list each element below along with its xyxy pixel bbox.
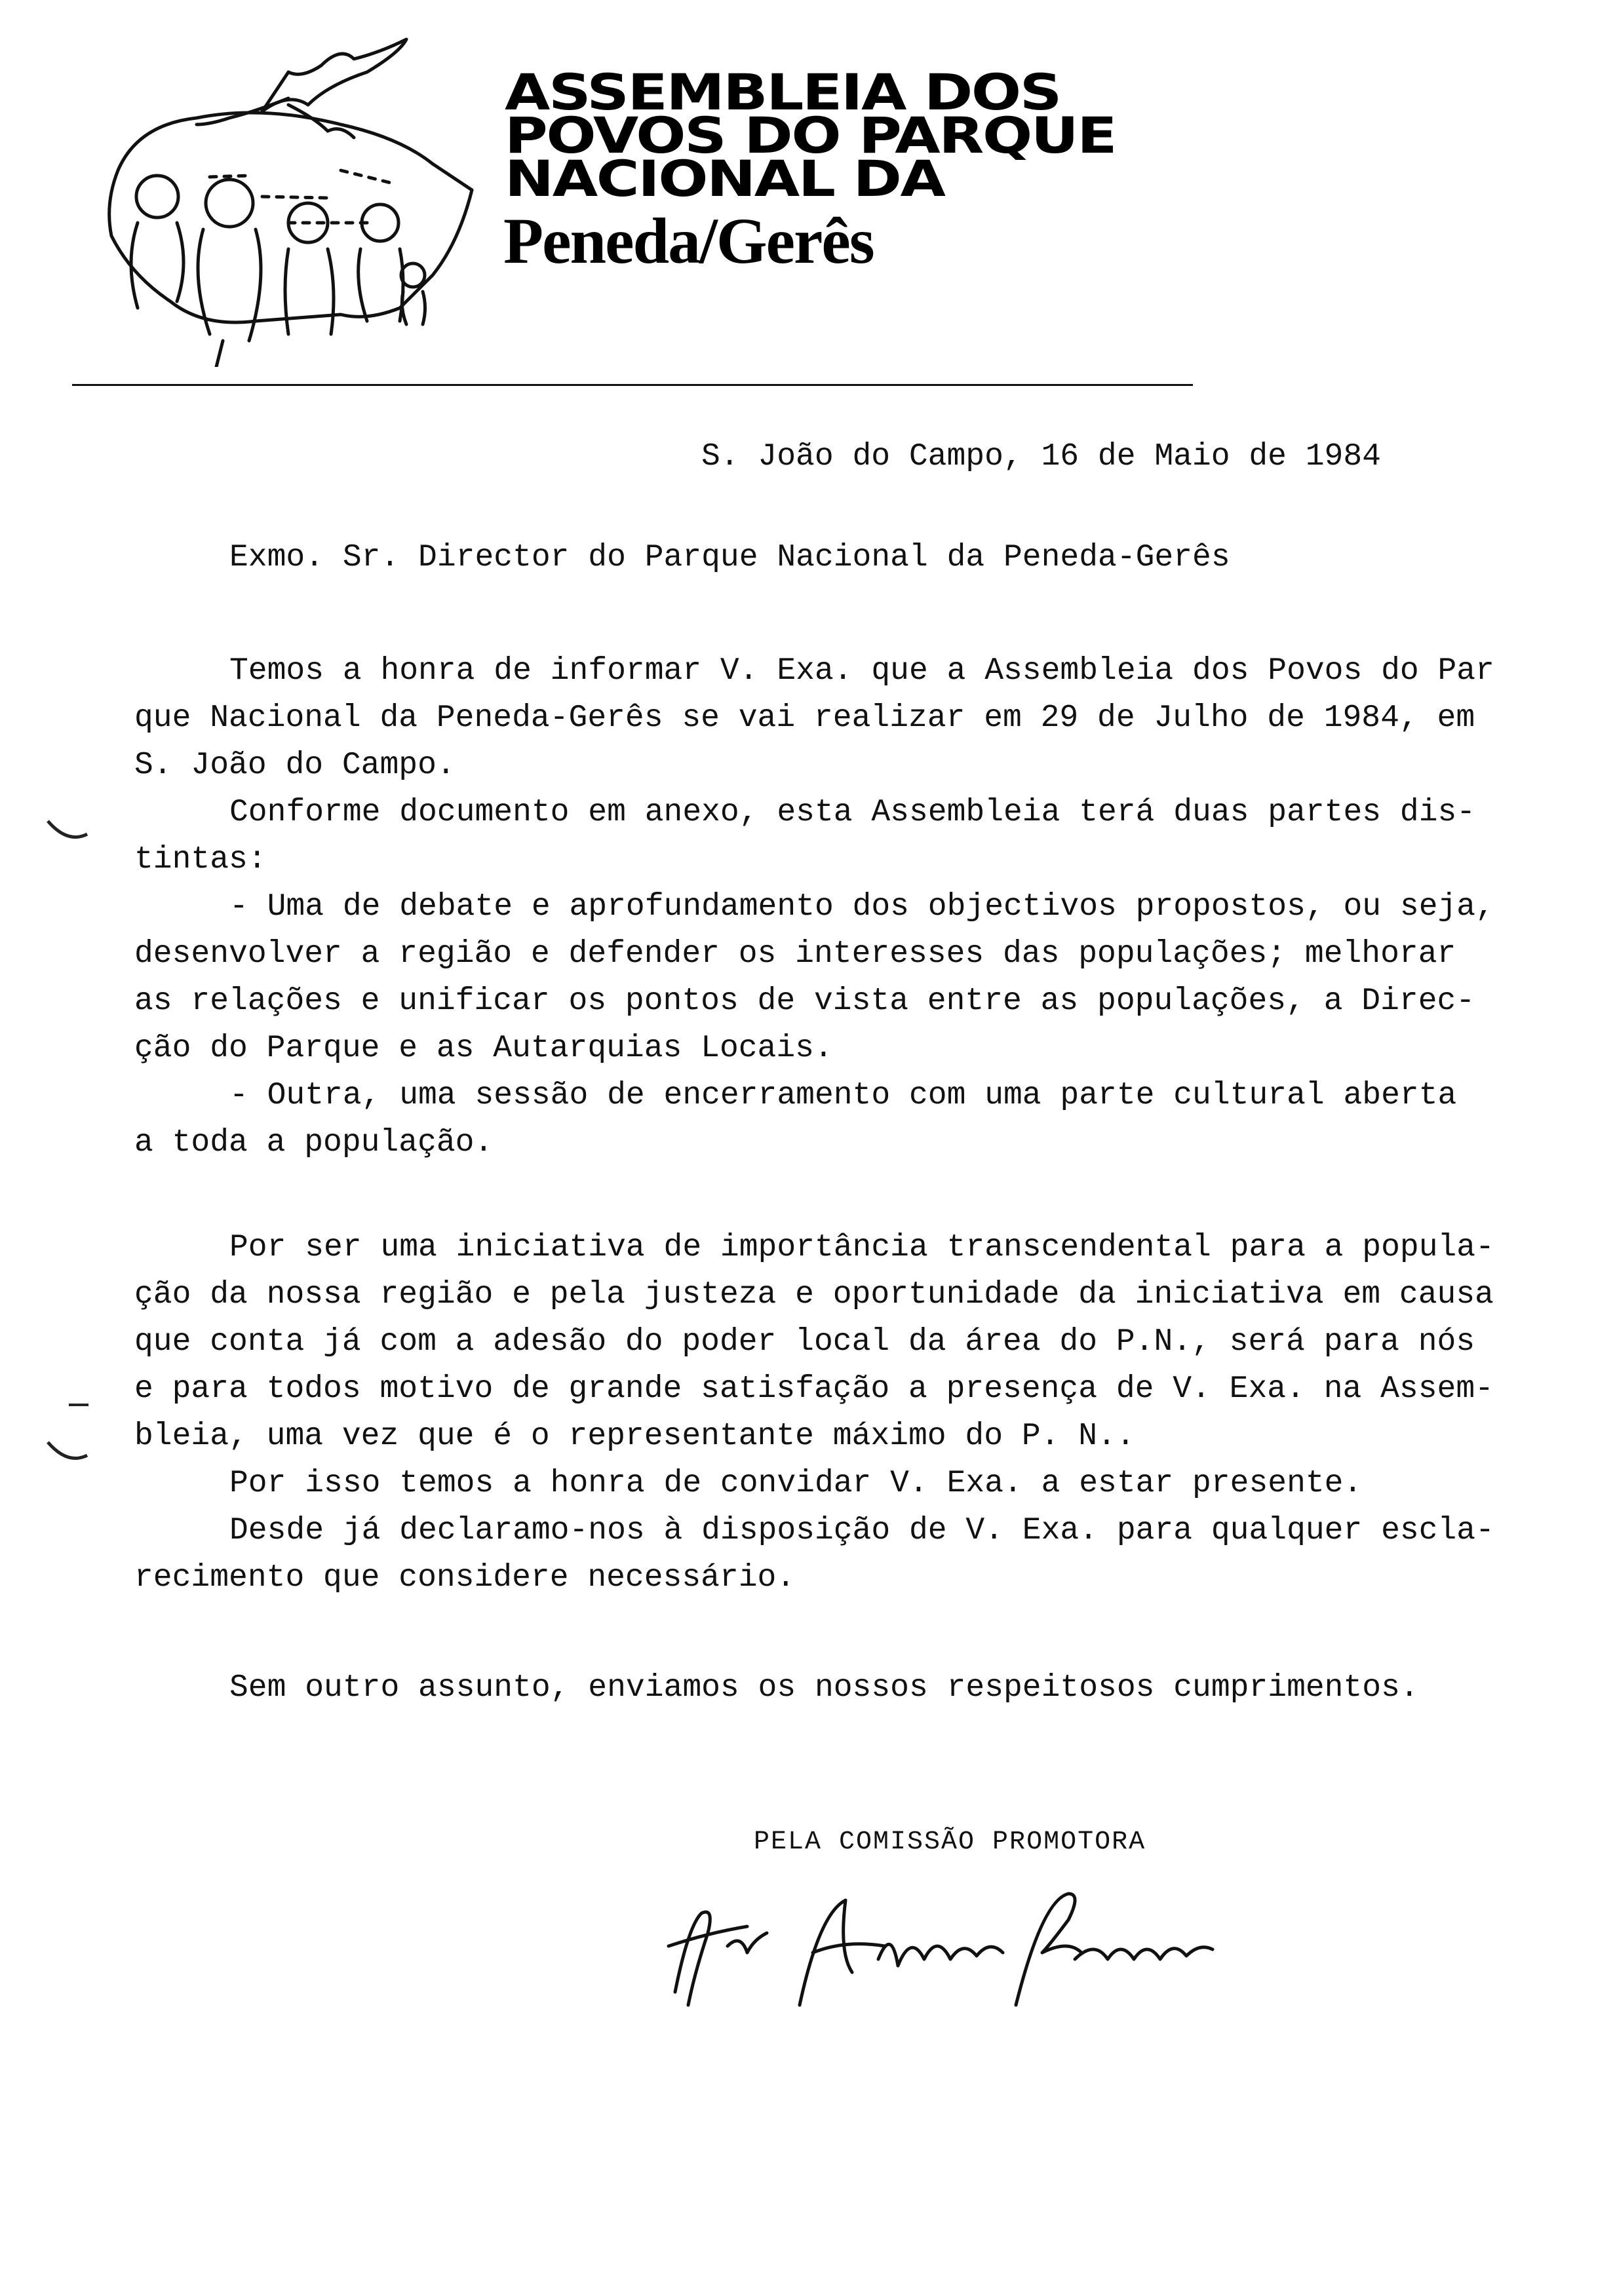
closing-line: Sem outro assunto, enviamos os nossos respeitosos cumprimentos.: [229, 1670, 1419, 1706]
body-line: Temos a honra de informar V. Exa. que a Assembleia dos Povos do Par: [229, 653, 1494, 689]
signature-label: PELA COMISSÃO PROMOTORA: [754, 1827, 1146, 1857]
body-line: tintas:: [134, 842, 267, 877]
assembly-logo: [92, 26, 485, 367]
addressee: Exmo. Sr. Director do Parque Nacional da Peneda-Gerês: [229, 540, 1230, 575]
body-line: desenvolver a região e defender os interesses das populações; melhorar: [134, 936, 1456, 972]
header-divider: [72, 384, 1193, 386]
organization-name: Peneda/Gerês: [503, 204, 874, 277]
body-line: - Outra, uma sessão de encerramento com uma parte cultural aberta: [229, 1078, 1457, 1113]
handwritten-signature: [649, 1874, 1252, 2025]
body-line: recimento que considere necessário.: [134, 1560, 796, 1596]
body-line: Desde já declaramo-nos à disposição de V. Exa. para qualquer escla-: [229, 1513, 1494, 1548]
margin-arc-mark: [45, 818, 90, 844]
body-line: a toda a população.: [134, 1125, 494, 1160]
body-line: as relações e unificar os pontos de vista entre as populações, a Direc-: [134, 984, 1475, 1019]
body-line: bleia, uma vez que é o representante máximo do P. N..: [134, 1419, 1135, 1454]
body-line: Conforme documento em anexo, esta Assembleia terá duas partes dis-: [229, 795, 1476, 830]
body-line: ção do Parque e as Autarquias Locais.: [134, 1031, 833, 1066]
organization-title: [505, 63, 1116, 208]
margin-dash-mark: [66, 1398, 92, 1411]
body-line: Por isso temos a honra de convidar V. Exa. a estar presente.: [229, 1466, 1363, 1501]
body-line: - Uma de debate e aprofundamento dos objectivos propostos, ou seja,: [229, 889, 1494, 925]
org-title-line: POVOS DO PARQUE: [505, 106, 1116, 164]
org-title-line: ASSEMBLEIA DOS: [505, 63, 1061, 121]
body-line: que conta já com a adesão do poder local da área do P.N., será para nós: [134, 1324, 1475, 1360]
org-title-line: NACIONAL DA: [505, 149, 944, 208]
body-line: ção da nossa região e pela justeza e oportunidade da iniciativa em causa: [134, 1277, 1494, 1312]
body-line: Por ser uma iniciativa de importância transcendental para a popula-: [229, 1230, 1494, 1265]
body-line: S. João do Campo.: [134, 748, 456, 783]
body-line: que Nacional da Peneda-Gerês se vai realizar em 29 de Julho de 1984, em: [134, 700, 1475, 736]
margin-arc-mark: [45, 1439, 90, 1465]
body-line: e para todos motivo de grande satisfação a presença de V. Exa. na Assem-: [134, 1371, 1494, 1407]
place-date: S. João do Campo, 16 de Maio de 1984: [701, 439, 1381, 474]
